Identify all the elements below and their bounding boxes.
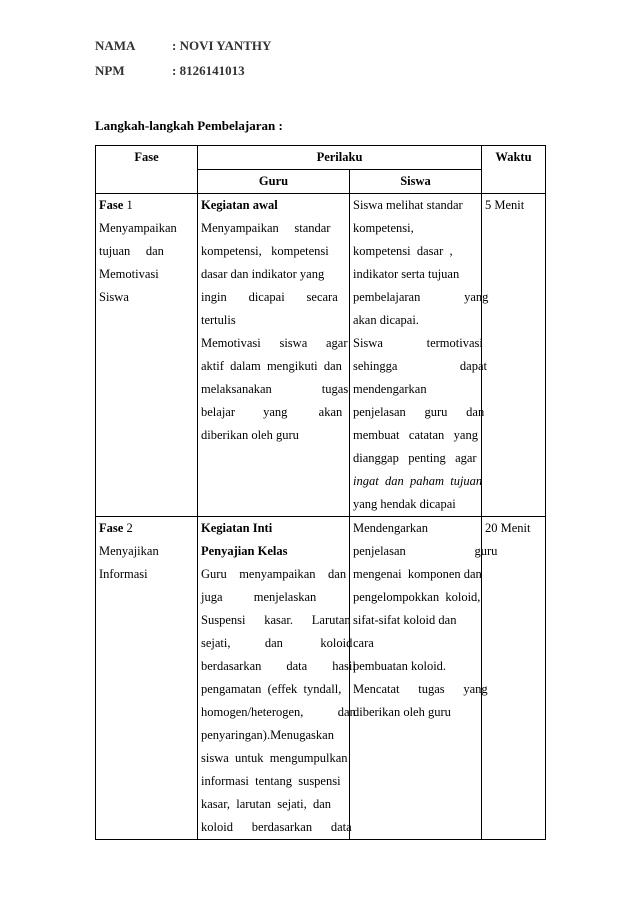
fase-number: 2 xyxy=(123,521,133,535)
guru-line: belajar yang akan xyxy=(201,405,343,419)
col-waktu-header: Waktu xyxy=(482,146,546,194)
siswa-cell xyxy=(350,194,489,517)
guru-line: aktif dalam mengikuti dan xyxy=(201,359,342,373)
siswa-line: diberikan oleh guru xyxy=(353,705,451,719)
fase-cell xyxy=(96,194,198,517)
siswa-line: mendengarkan xyxy=(353,382,427,396)
name-value: : NOVI YANTHY xyxy=(172,38,272,53)
fase-desc-line: Memotivasi xyxy=(99,267,159,281)
guru-line: Memotivasi siswa agar xyxy=(201,336,348,350)
guru-line: Guru menyampaikan dan xyxy=(201,567,347,581)
lesson-steps-table xyxy=(95,145,546,840)
guru-line: penyaringan).Menugaskan xyxy=(201,728,334,742)
name-row xyxy=(95,38,271,54)
guru-cell xyxy=(198,194,350,517)
siswa-line: pengelompokkan koloid, xyxy=(353,590,481,604)
npm-value: : 8126141013 xyxy=(172,63,245,78)
guru-line: berdasarkan data hasil xyxy=(201,659,356,673)
siswa-line: yang hendak dicapai xyxy=(353,497,456,511)
siswa-line: Mendengarkan xyxy=(353,521,428,535)
guru-line: siswa untuk mengumpulkan xyxy=(201,751,348,765)
fase-desc-line: Menyajikan xyxy=(99,544,159,558)
guru-line: melaksanakan tugas xyxy=(201,382,349,396)
fase-desc-line: Siswa xyxy=(99,290,129,304)
guru-line: diberikan oleh guru xyxy=(201,428,299,442)
guru-line: tertulis xyxy=(201,313,236,327)
npm-row xyxy=(95,63,245,79)
guru-line: koloid berdasarkan data xyxy=(201,820,352,834)
col-fase-header: Fase xyxy=(96,146,198,194)
guru-line: juga menjelaskan xyxy=(201,590,317,604)
guru-line: kasar, larutan sejati, dan xyxy=(201,797,332,811)
siswa-line: sifat-sifat koloid dan cara xyxy=(353,613,457,650)
guru-cell xyxy=(198,517,356,840)
col-guru-header: Guru xyxy=(198,170,350,194)
col-perilaku-header: Perilaku xyxy=(198,146,482,170)
siswa-line: penjelasan guru dan xyxy=(353,405,485,419)
fase-desc-line: Menyampaikan xyxy=(99,221,177,235)
siswa-line: pembuatan koloid. xyxy=(353,659,447,673)
siswa-line: kompetensi dasar , xyxy=(353,244,453,258)
section-title: Langkah-langkah Pembelajaran : xyxy=(95,118,283,133)
siswa-line: mengenai komponen dan xyxy=(353,567,482,581)
siswa-line: ingat dan paham tujuan xyxy=(353,474,483,488)
table-header-row xyxy=(96,146,546,170)
siswa-line: pembelajaran yang xyxy=(353,290,489,304)
siswa-line: sehingga dapat xyxy=(353,359,488,373)
guru-activity-subtitle: Penyajian Kelas xyxy=(201,544,288,558)
fase-desc-line: Informasi xyxy=(99,567,148,581)
guru-line: ingin dicapai secara xyxy=(201,290,338,304)
siswa-line: dianggap penting agar xyxy=(353,451,477,465)
guru-line: kompetensi, kompetensi xyxy=(201,244,329,258)
siswa-line: Mencatat tugas yang xyxy=(353,682,488,696)
guru-line: homogen/heterogen, dan xyxy=(201,705,356,719)
fase-label: Fase xyxy=(99,198,124,212)
col-siswa-header: Siswa xyxy=(350,170,482,194)
waktu-cell: 5 Menit xyxy=(482,194,546,517)
waktu-cell: 20 Menit xyxy=(482,517,546,840)
guru-line: Suspensi kasar. Larutan xyxy=(201,613,351,627)
table-row xyxy=(96,517,546,840)
guru-line: informasi tentang suspensi xyxy=(201,774,341,788)
guru-line: Menyampaikan standar xyxy=(201,221,331,235)
siswa-line: akan dicapai. xyxy=(353,313,419,327)
fase-desc-line: tujuan dan xyxy=(99,244,164,258)
guru-line: sejati, dan koloid xyxy=(201,636,353,650)
guru-line: dasar dan indikator yang xyxy=(201,267,325,281)
fase-label: Fase xyxy=(99,521,124,535)
siswa-line: kompetensi, xyxy=(353,221,414,235)
table-row xyxy=(96,194,546,517)
siswa-line: indikator serta tujuan xyxy=(353,267,460,281)
siswa-line: Siswa melihat standar xyxy=(353,198,463,212)
siswa-line: Siswa termotivasi xyxy=(353,336,483,350)
fase-number: 1 xyxy=(123,198,133,212)
siswa-cell xyxy=(350,517,498,840)
guru-activity-title: Kegiatan Inti xyxy=(201,521,273,535)
guru-line: pengamatan (effek tyndall, xyxy=(201,682,342,696)
siswa-line: membuat catatan yang xyxy=(353,428,478,442)
siswa-line: penjelasan guru xyxy=(353,544,498,558)
guru-activity-title: Kegiatan awal xyxy=(201,198,278,212)
npm-label: NPM xyxy=(95,63,125,78)
name-label: NAMA xyxy=(95,38,136,53)
fase-cell xyxy=(96,517,198,840)
